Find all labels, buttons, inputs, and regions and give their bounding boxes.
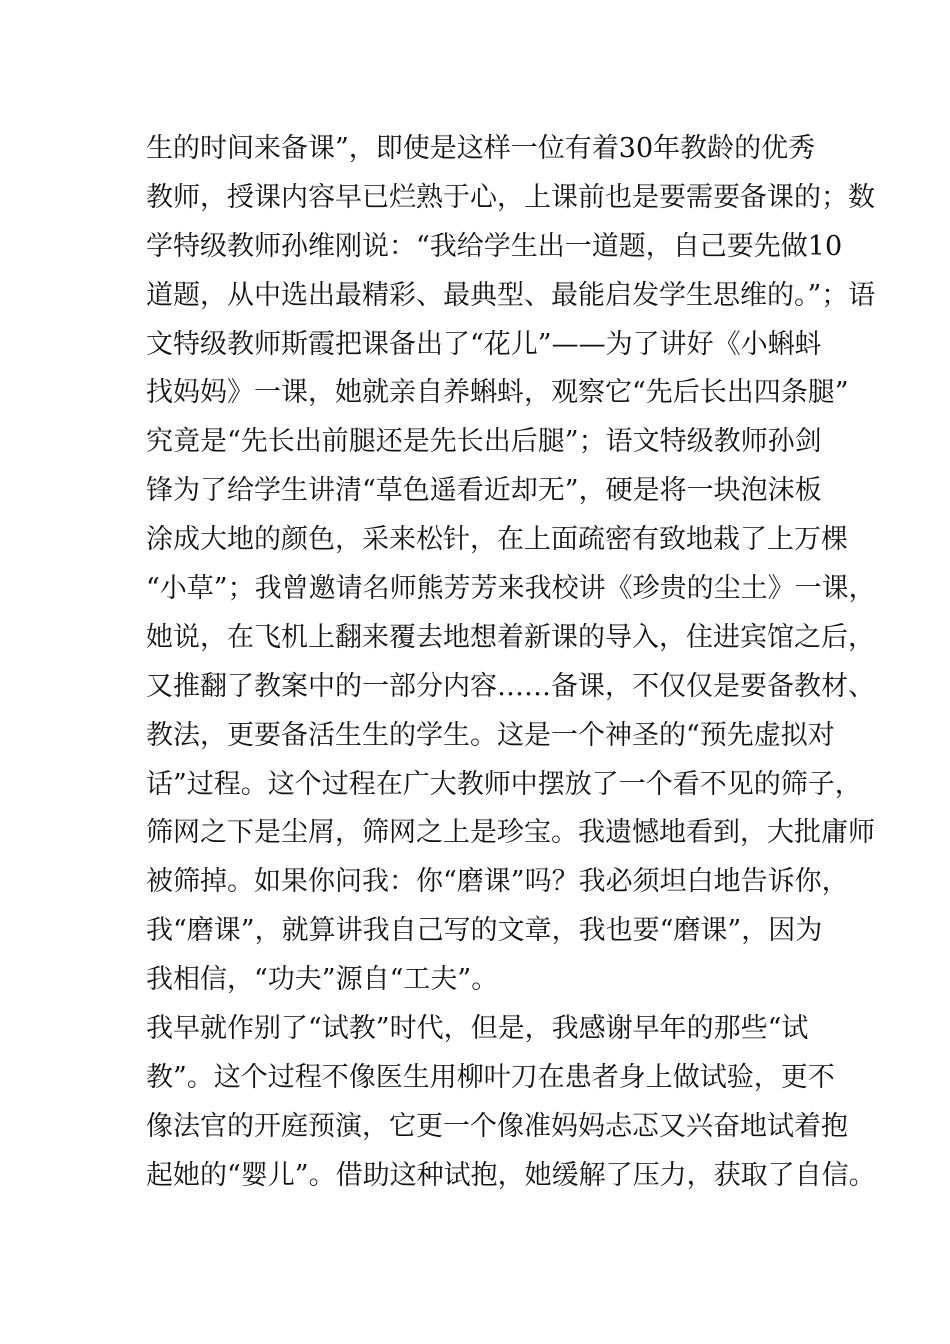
text-line-9: 涂成大地的颜色，采来松针，在上面疏密有致地栽了上万棵 (146, 524, 848, 556)
text-line-10: “小草”；我曾邀请名师熊芳芳来我校讲《珍贵的尘土》一课， (146, 573, 876, 605)
text-line-4: 道题，从中选出最精彩、最典型、最能启发学生思维的。”；语 (146, 279, 876, 311)
text-line-15: 筛网之下是尘屑，筛网之上是珍宝。我遗憾地看到，大批庸师 (146, 817, 875, 849)
text-line-13: 教法，更要备活生生的学生。这是一个神圣的“预先虚拟对 (146, 719, 835, 751)
text-line-2: 教师，授课内容早已烂熟于心，上课前也是要需要备课的；数 (146, 181, 875, 213)
text-line-20: 教”。这个过程不像医生用柳叶刀在患者身上做试验，更不 (146, 1061, 835, 1093)
text-line-14: 话”过程。这个过程在广大教师中摆放了一个看不见的筛子， (146, 768, 862, 800)
text-line-8: 锋为了给学生讲清“草色遥看近却无”，硬是将一块泡沫板 (146, 475, 822, 507)
text-line-22: 起她的“婴儿”。借助这种试抱，她缓解了压力，获取了自信。 (146, 1159, 876, 1191)
body-text (146, 125, 876, 1201)
text-line-19: 我早就作别了“试教”时代，但是，我感谢早年的那些“试 (146, 1013, 809, 1045)
text-line-6: 找妈妈》一课，她就亲自养蝌蚪，观察它“先后长出四条腿” (146, 377, 849, 409)
text-line-21: 像法官的开庭预演，它更一个像准妈妈忐忑又兴奋地试着抱 (146, 1110, 848, 1142)
text-line-17: 我“磨课”，就算讲我自己写的文章，我也要“磨课”，因为 (146, 915, 823, 947)
text-line-11: 她说，在飞机上翻来覆去地想着新课的导入，住进宾馆之后， (146, 621, 875, 653)
text-line-12: 又推翻了教案中的一部分内容……备课，不仅仅是要备教材、 (146, 670, 875, 702)
text-line-16: 被筛掉。如果你问我：你“磨课”吗？我必须坦白地告诉你， (146, 866, 849, 898)
text-line-5: 文特级教师斯霞把课备出了“花儿”——为了讲好《小蝌蚪 (146, 328, 822, 360)
text-line-3: 学特级教师孙维刚说：“我给学生出一道题，自己要先做10 (146, 230, 843, 262)
text-line-7: 究竟是“先长出前腿还是先长出后腿”；语文特级教师孙剑 (146, 426, 822, 458)
text-line-1: 生的时间来备课”，即使是这样一位有着30年教龄的优秀 (146, 133, 816, 164)
text-line-18: 我相信，“功夫”源自“工夫”。 (146, 964, 499, 996)
